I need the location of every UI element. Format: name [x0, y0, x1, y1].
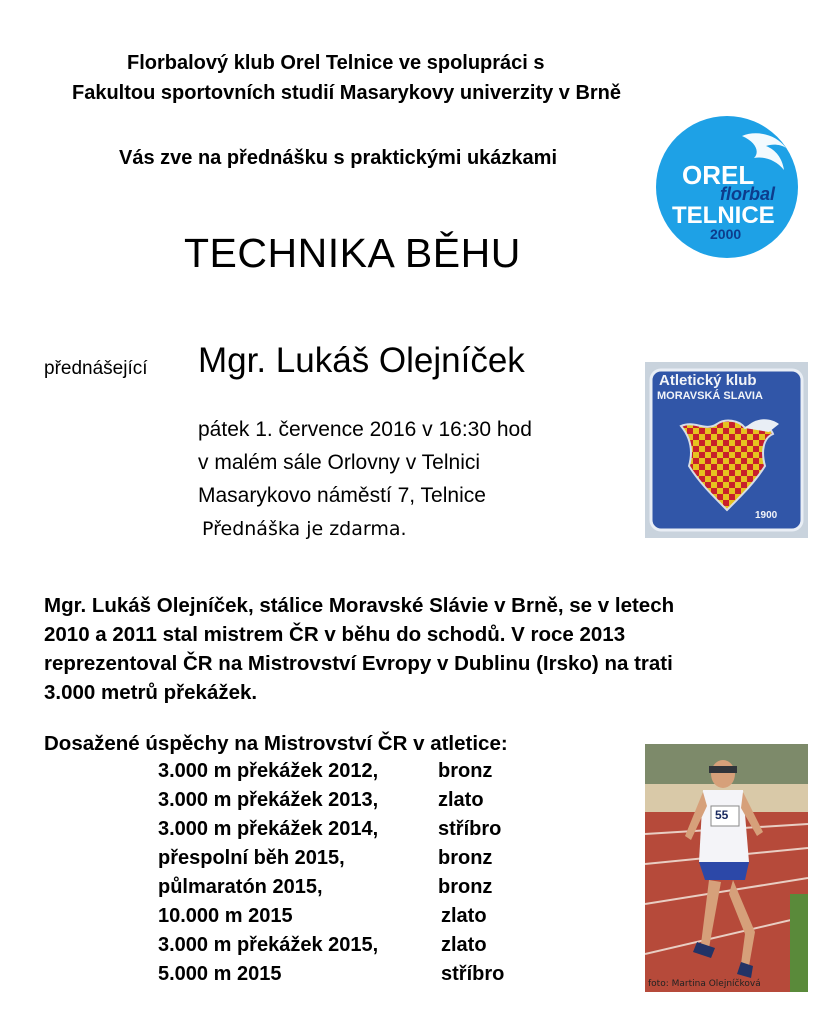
achievement-row — [158, 905, 487, 928]
patch-slavia-text: MORAVSKÁ SLAVIA — [657, 390, 763, 402]
bio-line: 3.000 metrů překážek. — [44, 681, 258, 704]
logo-telnice-text: TELNICE — [672, 202, 775, 229]
page-title: TECHNIKA BĚHU — [184, 230, 521, 276]
achievement-event: přespolní běh 2015, — [158, 847, 345, 869]
invite-text: Vás zve na přednášku s praktickými ukázkami — [119, 147, 557, 169]
achievement-event: 3.000 m překážek 2012, — [158, 760, 379, 782]
patch-club-text: Atletický klub — [659, 372, 757, 389]
achievement-event: 5.000 m 2015 — [158, 963, 282, 985]
achievement-result: stříbro — [441, 963, 505, 985]
orel-florbal-logo — [656, 116, 798, 258]
event-date: pátek 1. července 2016 v 16:30 hod — [198, 418, 532, 441]
free-admission-note: Přednáška je zdarma. — [202, 518, 407, 540]
patch-year-text: 1900 — [755, 510, 778, 521]
achievement-row — [158, 818, 502, 841]
bio-line: reprezentoval ČR na Mistrovství Evropy v Dublinu (Irsko) na trati — [44, 652, 673, 675]
achievement-event: půlmaratón 2015, — [158, 876, 323, 898]
lecturer-label: přednášející — [44, 358, 148, 379]
bio-paragraph — [44, 591, 804, 707]
achievement-event: 3.000 m překážek 2014, — [158, 818, 379, 840]
header-line-1: Florbalový klub Orel Telnice ve spolupráci s — [127, 52, 545, 74]
lecturer-name: Mgr. Lukáš Olejníček — [198, 341, 525, 380]
achievement-row — [158, 847, 493, 870]
bio-line: 2010 a 2011 stal mistrem ČR v běhu do schodů. V roce 2013 — [44, 623, 626, 646]
achievement-row — [158, 789, 484, 812]
achievement-event: 10.000 m 2015 — [158, 905, 293, 927]
photo-credit: foto: Martina Olejníčková — [648, 979, 761, 989]
bib-number: 55 — [715, 808, 729, 822]
achievement-row — [158, 760, 493, 783]
bio-line: Mgr. Lukáš Olejníček, stálice Moravské Slávie v Brně, se v letech — [44, 594, 675, 617]
achievement-result: bronz — [438, 760, 493, 782]
logo-florbal-text: florbal — [720, 184, 776, 204]
event-place: v malém sále Orlovny v Telnici — [198, 451, 481, 474]
achievements-title: Dosažené úspěchy na Mistrovství ČR v atletice: — [44, 732, 508, 755]
achievement-row — [158, 876, 493, 899]
achievement-event: 3.000 m překážek 2013, — [158, 789, 379, 811]
logo-orel-text: OREL — [682, 160, 755, 190]
achievement-result: zlato — [438, 789, 484, 811]
event-address: Masarykovo náměstí 7, Telnice — [198, 484, 486, 507]
achievement-row — [158, 934, 487, 957]
achievement-result: zlato — [441, 934, 487, 956]
achievement-result: stříbro — [438, 818, 502, 840]
achievement-event: 3.000 m překážek 2015, — [158, 934, 379, 956]
header-line-2: Fakultou sportovních studií Masarykovy univerzity v Brně — [72, 82, 622, 104]
logo-year-text: 2000 — [710, 226, 742, 242]
achievement-result: bronz — [438, 847, 493, 869]
runner-photo — [645, 744, 808, 992]
achievement-result: bronz — [438, 876, 493, 898]
club-patch-image — [645, 362, 808, 538]
achievement-result: zlato — [441, 905, 487, 927]
achievement-row — [158, 963, 505, 986]
